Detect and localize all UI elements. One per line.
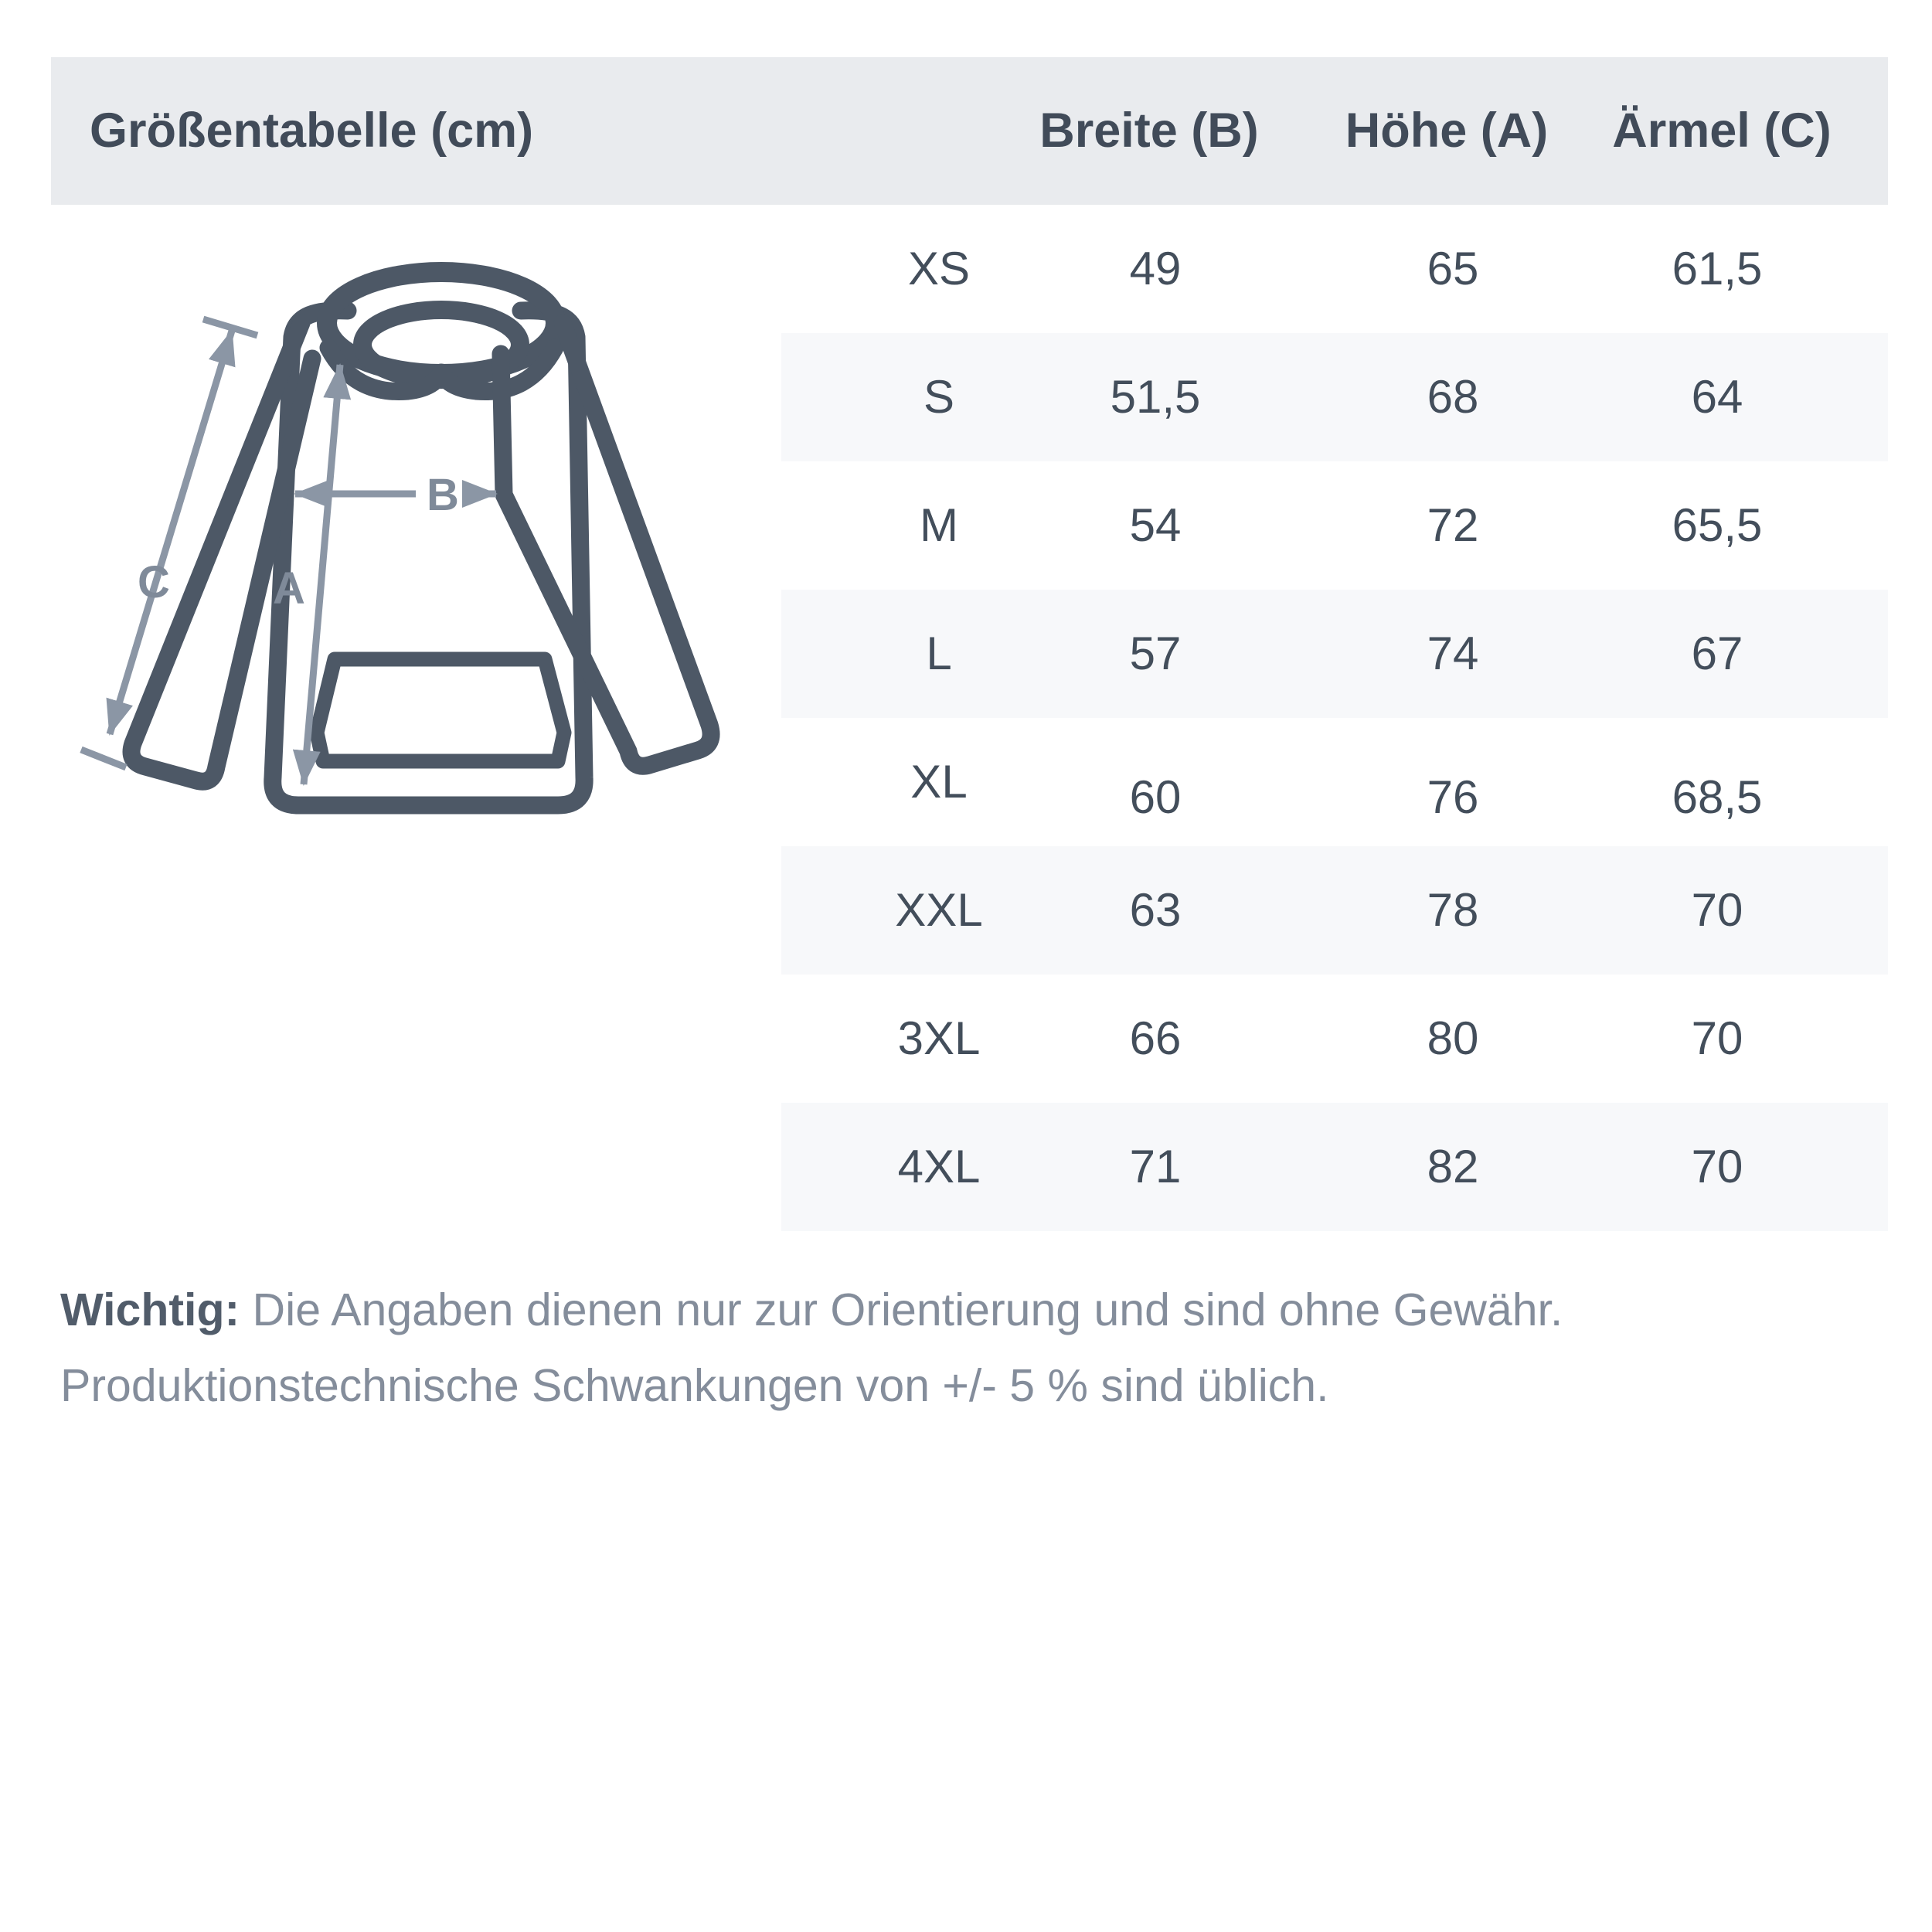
size-label: 3XL	[897, 1012, 981, 1064]
table-row-m	[781, 461, 1888, 590]
aermel-value: 70	[1691, 1141, 1743, 1192]
table-row-xxl	[781, 846, 1888, 975]
aermel-value: 70	[1691, 1012, 1743, 1064]
size-label: M	[920, 499, 958, 551]
footer-important-label: Wichtig:	[60, 1284, 240, 1335]
aermel-value: 61,5	[1672, 243, 1763, 294]
hoodie-measurement-diagram	[46, 193, 819, 927]
size-label: 4XL	[897, 1141, 981, 1192]
measure-label-a: A	[273, 563, 305, 614]
table-row-3xl	[781, 975, 1888, 1103]
measure-label-b: B	[427, 470, 459, 520]
aermel-value: 64	[1691, 371, 1743, 423]
size-label: XXL	[895, 884, 983, 936]
breite-value: 60	[1129, 771, 1182, 823]
breite-value: 49	[1129, 243, 1182, 294]
hoehe-value: 68	[1427, 371, 1479, 423]
column-header-aermel: Ärmel (C)	[1612, 104, 1832, 158]
aermel-value: 70	[1691, 884, 1743, 936]
breite-value: 66	[1129, 1012, 1182, 1064]
hoehe-value: 74	[1427, 628, 1479, 679]
table-row-s	[781, 333, 1888, 461]
breite-value: 63	[1129, 884, 1182, 936]
hoehe-value: 76	[1427, 771, 1479, 823]
table-row-4xl	[781, 1103, 1888, 1231]
hoehe-value: 72	[1427, 499, 1479, 551]
size-label: XL	[910, 756, 968, 808]
breite-value: 54	[1129, 499, 1182, 551]
kangaroo-pocket	[317, 659, 564, 761]
size-label: L	[926, 628, 952, 679]
aermel-value: 65,5	[1672, 499, 1763, 551]
footer-line-1-text: Die Angaben dienen nur zur Orientierung und sind ohne Gewähr.	[240, 1284, 1563, 1335]
breite-value: 51,5	[1110, 371, 1201, 423]
footer-note	[60, 1272, 1869, 1423]
breite-value: 57	[1129, 628, 1182, 679]
aermel-value: 67	[1691, 628, 1743, 679]
size-label: S	[923, 371, 955, 423]
column-header-breite: Breite (B)	[1039, 104, 1259, 158]
measure-label-c: C	[138, 557, 170, 607]
footer-line-2: Produktionstechnische Schwankungen von +/- 5 % sind üblich.	[60, 1360, 1329, 1411]
size-table	[781, 205, 1888, 1231]
breite-value: 71	[1129, 1141, 1182, 1192]
table-row-l	[781, 590, 1888, 718]
size-label: XS	[907, 243, 971, 294]
hoehe-value: 65	[1427, 243, 1479, 294]
right-sleeve-outline	[501, 323, 711, 766]
hoehe-value: 78	[1427, 884, 1479, 936]
footer-line-1	[60, 1272, 1869, 1348]
column-header-hoehe: Höhe (A)	[1345, 104, 1549, 158]
table-header-bar	[51, 57, 1888, 205]
table-row-xs	[781, 205, 1888, 333]
aermel-value: 68,5	[1672, 771, 1763, 823]
table-row-xl	[781, 718, 1888, 846]
page-title: Größentabelle (cm)	[90, 104, 534, 158]
hoehe-value: 80	[1427, 1012, 1479, 1064]
measure-tick-bottom	[81, 750, 126, 767]
hoehe-value: 82	[1427, 1141, 1479, 1192]
